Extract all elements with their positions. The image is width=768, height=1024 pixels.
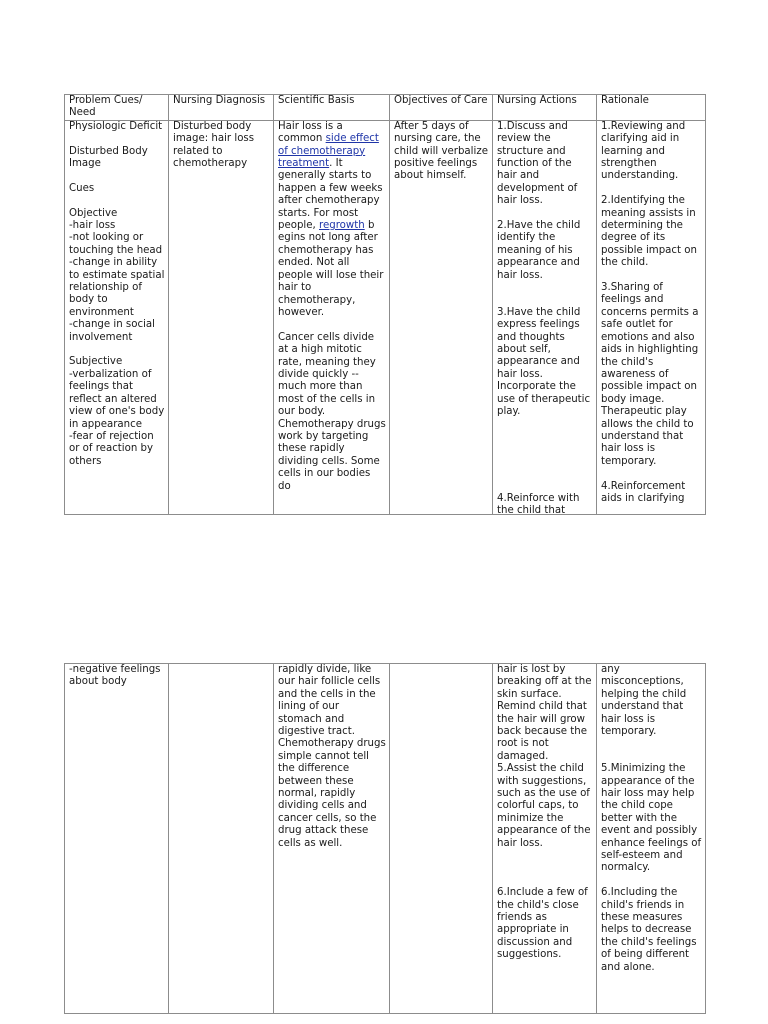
objectives-text: After 5 days of nursing care, the child will verbalize positive feelings about himself.	[394, 120, 488, 182]
table-row	[65, 120, 706, 514]
header-nursing-diagnosis: Nursing Diagnosis	[169, 95, 274, 121]
subjective-cues: Subjective -verbalization of feelings that reflect an altered view of one's body in appearance -fear of rejection or of reaction by others	[69, 356, 165, 467]
objective-cues: Objective -hair loss -not looking or touching the head -change in ability to estimate spatial relationship of body to environment -change in social involvement	[69, 207, 165, 343]
action-6: 6.Include a few of the child's close friends as appropriate in discussion and suggestions.	[497, 887, 588, 961]
header-nursing-actions: Nursing Actions	[493, 95, 597, 121]
header-objectives: Objectives of Care	[390, 95, 493, 121]
nursing-diagnosis-cell	[169, 120, 274, 514]
action-1: 1.Discuss and review the structure and function of the hair and development of hair loss.	[497, 120, 578, 207]
nursing-actions-cell	[493, 120, 597, 514]
problem-label: Disturbed Body Image	[69, 145, 148, 170]
diagnosis-text: Disturbed body image: hair loss related to chemotherapy	[173, 120, 255, 170]
care-plan-table-page-2	[64, 663, 706, 1014]
action-4: 4.Reinforce with the child that	[497, 492, 580, 514]
rationale-cell	[597, 664, 706, 1014]
action-3: 3.Have the child express feelings and thoughts about self, appearance and hair loss. Incorporate the use of therapeutic play.	[497, 306, 591, 418]
cues-label: Cues	[69, 182, 95, 194]
rationale-6: 6.Including the child's friends in these measures helps to decrease the child's feelings of being different and alone.	[601, 887, 697, 973]
scientific-basis-cell	[274, 664, 390, 1014]
care-plan-table-page-1	[64, 94, 706, 515]
problem-heading: Physiologic Deficit	[69, 120, 163, 132]
header-problem-cues: Problem Cues/ Need	[65, 95, 169, 121]
rationale-3: 3.Sharing of feelings and concerns permits a safe outlet for emotions and also aids in highlighting the child's awareness of possible impact on body image. Therapeutic play allows the child to understand that hair loss is temporary.	[601, 282, 699, 467]
rationale-4: 4.Reinforcement aids in clarifying	[601, 480, 686, 504]
rationale-5: 5.Minimizing the appearance of the hair loss may help the child cope better with the event and possibly enhance feelings of self-esteem and normalcy.	[601, 763, 702, 874]
table-row	[65, 664, 706, 1014]
objectives-cell	[390, 120, 493, 514]
subjective-cues-continued: -negative feelings about body	[69, 664, 161, 688]
action-4-continued: hair is lost by breaking off at the skin surface. Remind child that the hair will grow back because the root is not damaged.	[497, 664, 592, 762]
nursing-actions-cell	[493, 664, 597, 1014]
scientific-basis-cell	[274, 120, 390, 514]
problem-cues-cell	[65, 120, 169, 514]
rationale-4-continued: any misconceptions, helping the child understand that hair loss is temporary.	[601, 664, 687, 738]
action-5: 5.Assist the child with suggestions, such as the use of colorful caps, to minimize the appearance of the hair loss.	[497, 763, 591, 849]
basis-paragraph-continued: rapidly divide, like our hair follicle cells and the cells in the lining of our stomach and digestive tract. Chemotherapy drugs simple cannot tell the difference between these normal, rapidly dividing cells and cancer cells, so the drug attack these cells as well.	[278, 664, 386, 849]
rationale-cell	[597, 120, 706, 514]
header-row	[65, 95, 706, 121]
rationale-2: 2.Identifying the meaning assists in determining the degree of its possible impact on the child.	[601, 195, 697, 269]
side-effect-link[interactable]: side effect of chemotherapy treatment	[278, 133, 379, 170]
basis-paragraph-2: Cancer cells divide at a high mitotic rate, meaning they divide quickly -- much more than most of the cells in our body. Chemotherapy drugs work by targeting these rapidly dividing cells. Some cells in our bodies do	[278, 331, 386, 492]
problem-cues-cell	[65, 664, 169, 1014]
header-rationale: Rationale	[597, 95, 706, 121]
header-scientific-basis: Scientific Basis	[274, 95, 390, 121]
regrowth-link[interactable]: regrowth	[319, 220, 365, 232]
basis-paragraph-1: Hair loss is a common side effect of chemotherapy treatment. It generally starts to happen a few weeks after chemotherapy starts. For most people, regrowth b egins not long after chemotherapy has ended. Not all people will lose their hair to chemotherapy, however.	[278, 120, 384, 318]
rationale-1: 1.Reviewing and clarifying aid in learning and strengthen understanding.	[601, 120, 686, 182]
nursing-diagnosis-cell	[169, 664, 274, 1014]
action-2: 2.Have the child identify the meaning of his appearance and hair loss.	[497, 220, 581, 281]
objectives-cell	[390, 664, 493, 1014]
